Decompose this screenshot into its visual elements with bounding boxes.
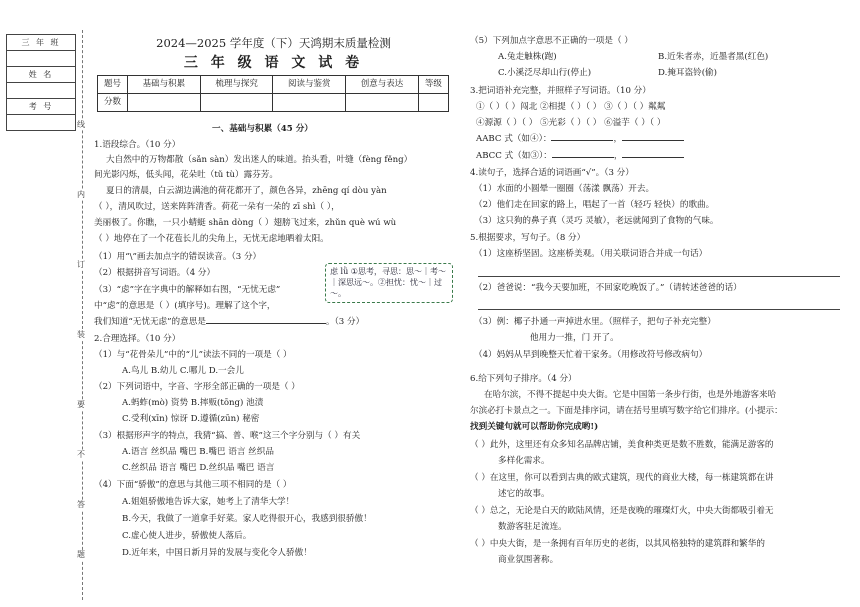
question-title: 4.读句子，选择合适的词语画“√”。（3 分） (470, 168, 634, 178)
name-label: 姓 名 (7, 67, 76, 83)
question-title: 6.给下列句子排序。（4 分） (470, 374, 577, 384)
passage-line: 美丽极了。你瞧，一只小蜻蜓 shān dòng（ ）翅膀飞过来，zhǔn què wú wù (94, 218, 397, 228)
sort-item-cont: 述它的故事。 (498, 489, 550, 499)
option-line: B.今天，我做了一道拿手好菜。家人吃得很开心，我感到很骄傲！ (122, 514, 372, 524)
sort-item-cont: 商业氛围著称。 (498, 555, 559, 565)
sub-question: （1）这座桥坚固。这座桥美观。（用关联词语合并成一句话） (474, 249, 708, 259)
sub-question: 他用力一推，门 开了。 (530, 333, 619, 343)
exam-title: 2024—2025 学年度（下）天鸿期末质量检测 (156, 36, 391, 50)
side-char: 不 (77, 450, 85, 459)
sort-item: （ ）中央大街，是一条拥有百年历史的老街，以其风格独特的建筑群和繁华的 (470, 539, 765, 549)
passage-line: 夏日的清晨，白云湖边满池的荷花都开了，颜色各异，zhēng qí dòu yàn (106, 186, 387, 196)
side-char: 订 (77, 260, 85, 269)
score-cell[interactable] (128, 94, 201, 112)
passage-line: （ ），清风吹过，送来阵阵清香。荷花一朵有一朵的 zī shì（ ）， (94, 202, 340, 212)
option-line: C.虚心使人进步，骄傲使人落后。 (122, 531, 252, 541)
side-char: 要 (77, 400, 85, 409)
score-cell[interactable] (346, 94, 419, 112)
answer-blank[interactable] (206, 323, 326, 324)
word-fill-row: ①（ ）（ ）闯北 ②相提（ ）（ ） ③（ ）（ ）粼粼 (476, 102, 666, 112)
sub-question: （3）根据形声字的特点，我猜“搞、普、喉”这三个字分别与（ ）有关 (94, 431, 361, 441)
sub-question: （2）下列词语中，字音、字形全部正确的一项是（ ） (94, 382, 300, 392)
option-line: D.近年来，中国日新月异的发展与变化令人骄傲！ (122, 548, 312, 558)
side-char: 内 (77, 190, 85, 199)
passage-line: 尔滨必打卡景点之一。下面是排序词，请在括号里填写数字给它们排序。(小提示： (470, 406, 783, 416)
answer-blank[interactable] (552, 157, 614, 158)
word-fill-row: ④源源（ ）（ ） ⑤光彩（ ）（ ） ⑥溢芋（ ）（ ） (476, 118, 666, 128)
sub-question: （1）用“\”画去加点字的错误读音。（3 分） (94, 252, 262, 262)
option-line: C.受利(xīn) 惊讶 D.遵循(zūn) 秘密 (122, 414, 260, 424)
question-title: 5.根据要求，写句子。（8 分） (470, 233, 586, 243)
section-heading: 一、基础与积累（45 分） (212, 124, 313, 134)
dictionary-tip-box: 虑 lǜ ①思考，寻思：思～｜考～｜深思远～。②担忧：忧～｜过～。 (325, 263, 453, 303)
question-title: 3.把词语补充完整，并照样子写词语。（10 分） (470, 86, 651, 96)
option-line: A.兔走触株(跑) (498, 52, 557, 62)
binding-cut-line (82, 30, 83, 600)
side-char: 线 (77, 120, 85, 129)
option-line: A.语言 丝织品 嘴巴 B.嘴巴 语言 丝织品 (122, 447, 274, 457)
passage-line: 大自然中的万物都散（sǎn sàn）发出迷人的味道。抬头看，叶缝（fèng fěng） (106, 155, 413, 165)
option-line: B.近朱者赤，近墨者黑(红色) (658, 52, 769, 62)
score-header: 题号 (98, 76, 128, 94)
side-char: 题 (77, 550, 85, 559)
passage-line: 间光影闪烁，低头闻，花朵吐（tǔ tù）露芬芳。 (94, 170, 278, 180)
side-char: 答 (77, 500, 85, 509)
sort-item-cont: 多样化需求。 (498, 456, 550, 466)
option-line: D.掩耳盗铃(偷) (658, 68, 717, 78)
class-field[interactable] (7, 51, 76, 67)
pattern-line: AABC 式（如④）： ， (476, 134, 684, 145)
sub-question: （1）与“花骨朵儿”中的“儿”读法不同的一项是（ ） (94, 350, 292, 360)
score-header: 等级 (418, 76, 448, 94)
sub-question: （1）水面的小圆晕一圈圈（荡漾 飘荡）开去。 (474, 184, 655, 194)
sub-question: （3）这只狗的鼻子真（灵巧 灵敏），老远就闻到了食物的气味。 (474, 216, 719, 226)
answer-line[interactable] (478, 276, 840, 277)
pattern-label: ABCC 式（如③）： (476, 151, 552, 161)
answer-line[interactable] (478, 309, 840, 310)
sub-question: （4）妈妈从早到晚整天忙着干家务。（用修改符号修改病句） (474, 350, 708, 360)
score-header: 梳理与探究 (200, 76, 273, 94)
score-row-label: 分数 (98, 94, 128, 112)
sub-question (94, 317, 364, 328)
sub-question: （3）例：椰子扑通一声掉进水里。（照样子，把句子补充完整） (474, 317, 716, 327)
option-line: A.姐姐骄傲地告诉大家，她考上了清华大学！ (122, 497, 295, 507)
score-table (97, 75, 449, 112)
sub-question: （2）根据拼音写词语。（4 分） (94, 268, 216, 278)
score-note: 。（3 分） (325, 317, 365, 327)
sub-question: （5）下列加点字意思不正确的一项是（ ） (470, 36, 633, 46)
option-line: C.丝织品 语言 嘴巴 D.丝织品 嘴巴 语言 (122, 463, 275, 473)
sub-question-text: 我们知道“无忧无虑”的意思是 (94, 317, 206, 327)
pattern-label: AABC 式（如④）： (476, 134, 552, 144)
answer-blank[interactable] (622, 157, 684, 158)
score-header: 创意与表达 (346, 76, 419, 94)
class-label: 三 年 班 (7, 35, 76, 51)
passage-line: 找到关键句就可以帮助你完成哟!) (470, 422, 599, 432)
sort-item-cont: 数游客驻足流连。 (498, 522, 567, 532)
option-line: A.蚂蚱(mò) 资势 B.摔贩(tōng) 池渍 (122, 398, 264, 408)
option-line: C.小溪泛尽却山行(停止) (498, 68, 592, 78)
sort-item: （ ）在这里，你可以看到古典的欧式建筑，现代的商业大楼，每一栋建筑都在讲 (470, 473, 774, 483)
number-field[interactable] (7, 115, 76, 131)
name-field[interactable] (7, 83, 76, 99)
question-title: 1.语段综合。（10 分） (94, 140, 181, 150)
pattern-line: ABCC 式（如③）： ， (476, 151, 684, 162)
answer-blank[interactable] (622, 140, 684, 141)
option-line: A.鸟儿 B.幼儿 C.哪儿 D.一会儿 (122, 366, 244, 376)
sub-question: （2）爸爸说：“我今天要加班，不回家吃晚饭了。”（请转述爸爸的话） (474, 283, 742, 293)
sort-item: （ ）总之，无论是白天的欧陆风情，还是夜晚的璀璨灯火，中央大街都吸引着无 (470, 506, 774, 516)
score-cell[interactable] (273, 94, 346, 112)
side-char: 装 (77, 330, 85, 339)
sub-question: （4）下面“骄傲”的意思与其他三项不相同的是（ ） (94, 480, 292, 490)
score-header: 基础与积累 (128, 76, 201, 94)
score-cell[interactable] (418, 94, 448, 112)
sub-question: （3）“虑”字在字典中的解释如右图，“无忧无虑” (94, 285, 281, 295)
score-header: 阅读与鉴赏 (273, 76, 346, 94)
sub-question: （2）他们走在回家的路上，唱起了一首（轻巧 轻快）的歌曲。 (474, 200, 715, 210)
score-cell[interactable] (200, 94, 273, 112)
question-title: 2.合理选择。（10 分） (94, 334, 181, 344)
student-info-box (6, 34, 76, 131)
exam-subtitle: 三 年 级 语 文 试 卷 (183, 55, 364, 71)
passage-line: 在哈尔滨，不得不提起中央大街。它是中国第一条步行街，也是外地游客来哈 (484, 390, 777, 400)
number-label: 考 号 (7, 99, 76, 115)
sub-question: 中“虑”的意思是（ ）(填序号)。理解了这个字， (94, 301, 276, 311)
answer-blank[interactable] (551, 140, 613, 141)
sort-item: （ ）此外，这里还有众多知名品牌店铺，美食种类更是数不胜数，能满足游客的 (470, 440, 774, 450)
passage-line: （ ）地停在了一个花苞长儿的尖角上，无忧无虑地晒着太阳。 (94, 234, 329, 244)
